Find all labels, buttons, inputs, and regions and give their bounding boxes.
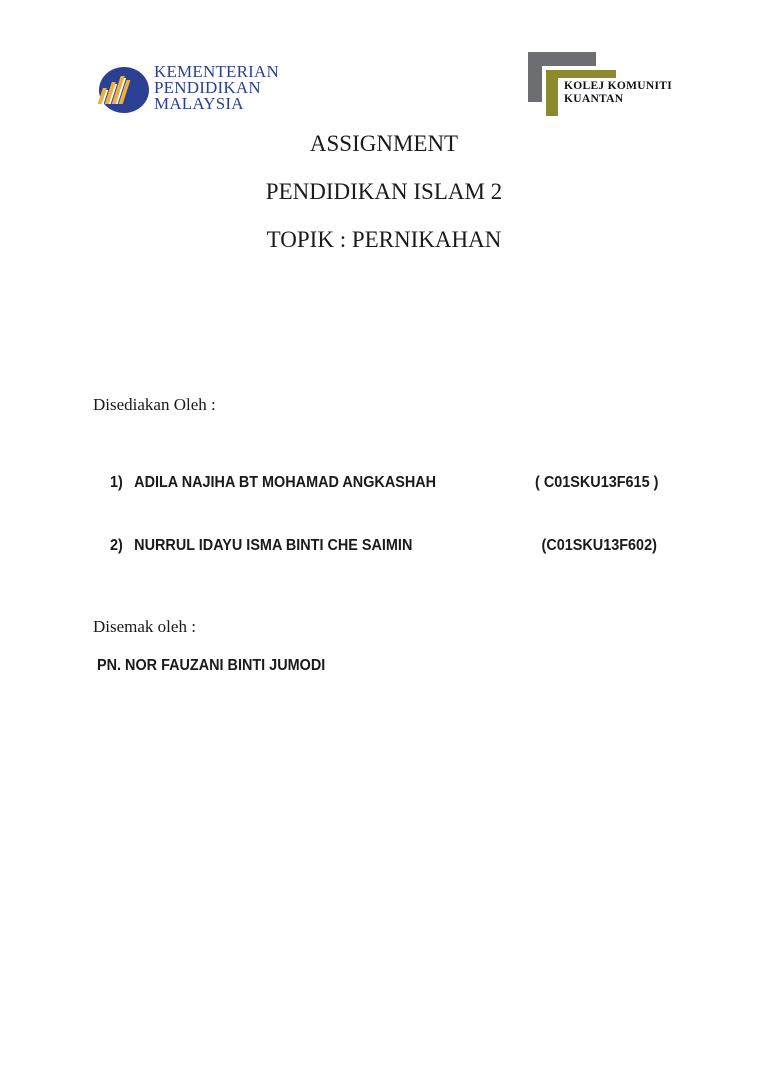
- ministry-name: [154, 64, 279, 112]
- member-number: 1): [110, 474, 123, 491]
- college-name-line-2: KUANTAN: [564, 93, 624, 105]
- member-id: (C01SKU13F602): [541, 537, 657, 554]
- prepared-by-label: Disediakan Oleh :: [93, 395, 216, 414]
- member-id: ( C01SKU13F615 ): [535, 474, 659, 491]
- ministry-name-line-2: PENDIDIKAN: [154, 78, 261, 97]
- topic-title: TOPIK : PERNIKAHAN: [266, 227, 502, 252]
- subject-title: PENDIDIKAN ISLAM 2: [265, 179, 503, 204]
- member-number: 2): [110, 537, 123, 554]
- member-row: [110, 537, 657, 561]
- document-title: ASSIGNMENT: [309, 131, 459, 156]
- college-name-line-1: KOLEJ KOMUNITI: [564, 80, 673, 92]
- ministry-name-line-1: KEMENTERIAN: [154, 62, 279, 81]
- ministry-logo: [96, 62, 296, 118]
- member-name: NURRUL IDAYU ISMA BINTI CHE SAIMIN: [134, 537, 413, 554]
- member-row: [110, 474, 659, 498]
- member-name: ADILA NAJIHA BT MOHAMAD ANGKASHAH: [134, 474, 437, 491]
- kpm-emblem-icon: [98, 66, 150, 114]
- checked-by-label: Disemak oleh :: [93, 617, 196, 636]
- college-name: [564, 80, 672, 106]
- lecturer-name: PN. NOR FAUZANI BINTI JUMODI: [97, 657, 326, 674]
- college-logo: [526, 50, 706, 120]
- ministry-name-line-3: MALAYSIA: [154, 94, 244, 113]
